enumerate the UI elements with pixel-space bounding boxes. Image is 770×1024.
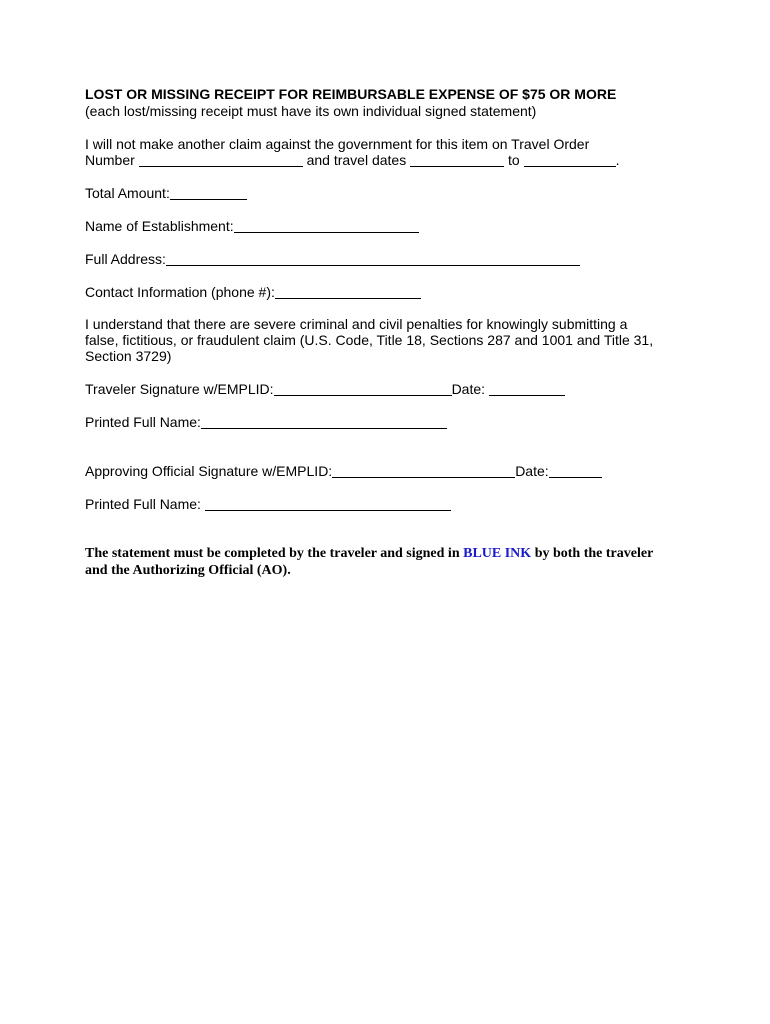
establishment-row [85, 218, 419, 234]
contact-field[interactable] [275, 286, 421, 299]
approving-date-label: Date: [515, 463, 549, 479]
traveler-date-field[interactable] [489, 383, 565, 396]
traveler-printed-name-label: Printed Full Name: [85, 414, 201, 430]
contact-row [85, 284, 421, 300]
approving-printed-name-label: Printed Full Name: [85, 496, 201, 512]
instruction-text-end: by both the traveler [531, 546, 654, 561]
instruction-text-start: The statement must be completed by the traveler and signed in [85, 546, 464, 561]
traveler-printed-name-row [85, 414, 447, 430]
penalty-line-2: false, fictitious, or fraudulent claim (U.S. Code, Title 18, Sections 287 and 1001 and Title 31, [85, 332, 654, 348]
address-field[interactable] [166, 253, 580, 266]
travel-end-date-field[interactable] [524, 154, 616, 167]
address-row [85, 251, 580, 267]
traveler-signature-label: Traveler Signature w/EMPLID: [85, 381, 274, 397]
instruction-line-1 [85, 545, 685, 562]
form-subtitle: (each lost/missing receipt must have its own individual signed statement) [85, 103, 537, 119]
total-amount-field[interactable] [170, 187, 247, 200]
instruction-line-2: and the Authorizing Official (AO). [85, 563, 291, 578]
approving-signature-row [85, 463, 602, 479]
claim-end-period: . [615, 152, 620, 168]
claim-statement-line-1: I will not make another claim against the government for this item on Travel Order [85, 136, 590, 152]
establishment-field[interactable] [234, 220, 419, 233]
total-amount-row [85, 185, 247, 201]
approving-date-field[interactable] [549, 465, 602, 478]
establishment-label: Name of Establishment: [85, 218, 234, 234]
traveler-signature-field[interactable] [274, 383, 452, 396]
approving-signature-label: Approving Official Signature w/EMPLID: [85, 463, 333, 479]
travel-dates-to-label: to [507, 152, 520, 168]
penalty-line-3: Section 3729) [85, 348, 172, 364]
form-title: LOST OR MISSING RECEIPT FOR REIMBURSABLE EXPENSE OF $75 OR MORE [85, 86, 617, 102]
claim-statement-line-2 [85, 152, 619, 168]
approving-signature-field[interactable] [332, 465, 515, 478]
approving-printed-name-row [85, 496, 451, 512]
travel-order-number-field[interactable] [139, 154, 303, 167]
travel-start-date-field[interactable] [410, 154, 504, 167]
traveler-printed-name-field[interactable] [201, 416, 447, 429]
traveler-signature-row [85, 381, 565, 397]
travel-order-number-label: Number [85, 152, 135, 168]
travel-dates-label: and travel dates [306, 152, 407, 168]
penalty-line-1: I understand that there are severe criminal and civil penalties for knowingly submitting a [85, 316, 628, 332]
approving-printed-name-field[interactable] [205, 498, 451, 511]
total-amount-label: Total Amount: [85, 185, 170, 201]
address-label: Full Address: [85, 251, 166, 267]
contact-label: Contact Information (phone #): [85, 284, 275, 300]
traveler-date-label: Date: [451, 381, 486, 397]
blue-ink-instruction [85, 545, 685, 579]
blue-ink-highlight: BLUE INK [463, 546, 532, 561]
